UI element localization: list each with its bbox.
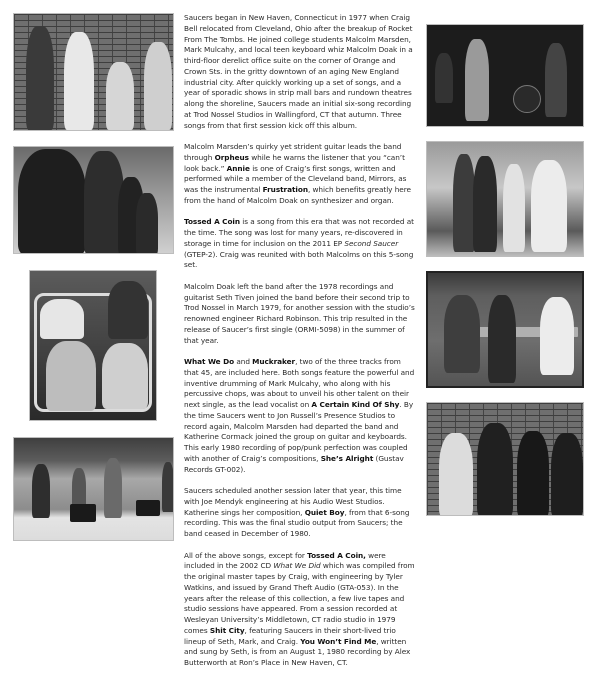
song-title: Annie (226, 163, 250, 173)
band-member-figure (465, 39, 489, 121)
band-member-figure (551, 433, 583, 516)
band-member-figure (144, 42, 172, 130)
text-run: All of the above songs, except for (184, 550, 308, 560)
band-member-figure (531, 160, 567, 252)
band-member-figure (104, 458, 122, 518)
band-member-figure (102, 343, 148, 409)
band-member-figure (444, 295, 480, 373)
band-member-figure (106, 62, 134, 130)
paragraph (184, 217, 416, 271)
text-run: , written and sung by Seth, is from an August 1, 1980 recording by Alex Butterworth at Ron’s Place in New Haven, CT. (184, 636, 411, 667)
song-title: A Certain Kind Of Shy (311, 400, 400, 409)
photo-band-in-car (29, 270, 157, 421)
drum-kit (513, 85, 541, 113)
text-run: is a song from this era that was not recorded at the time. The song was lost for many years, re-discovered in storage in time for inclusion on the 2011 EP (184, 217, 414, 248)
song-title: Tossed A Coin (184, 217, 241, 227)
band-member-figure (46, 341, 96, 411)
band-member-figure (64, 32, 94, 130)
paragraph (184, 551, 416, 669)
paragraph (184, 142, 416, 207)
band-member-figure (108, 281, 148, 339)
band-member-figure (503, 164, 525, 252)
song-title: You Won’t Find Me (300, 636, 377, 646)
text-run: while he warns the listener that you “can’t look back.” (184, 152, 405, 173)
band-member-figure (477, 423, 513, 516)
band-member-figure (435, 53, 453, 103)
text-run: which was compiled from the original master tapes by Craig, with engineering by Tyler Watkins, and issued by Grand Theft Audio (GTA-053). In the years after the release of this collection, a few live tapes and studio sessions have appeared. From a session recorded at Wesleyan University’s Middletown, CT radio studio in 1979 comes (184, 561, 415, 635)
band-member-figure (439, 433, 473, 516)
band-member-figure (26, 26, 54, 130)
text-run: , two of the three tracks from that 45, are included here. Both songs feature the powerful and inventive drumming of Mark Mulcahy, who along with his percussive chops, was about to unveil his other talent on their next single, as the lead vocalist on (184, 357, 415, 409)
text-run: , from that 6-song recording. This was the final studio output from Saucers; the band ceased in December of 1980. (184, 507, 410, 538)
text-run: and (234, 357, 253, 366)
band-member-figure (162, 462, 174, 512)
band-member-figure (545, 43, 567, 117)
band-member-figure (517, 431, 549, 516)
speaker-cabinet (136, 500, 160, 516)
song-title: Quiet Boy (304, 507, 345, 517)
song-title: Orpheus (214, 152, 249, 162)
song-title: She’s Alright (320, 453, 374, 463)
liner-notes-text (184, 13, 416, 680)
speaker-cabinet (70, 504, 96, 522)
text-run: Malcolm Doak left the band after the 1978 recordings and guitarist Seth Tiven joined the band before their second trip to Trod Nossel in March 1979, for another session with the studio’s renowned engineer Richard Robinson. This trip resulted in the release of Saucer’s first single (ORMI-5098) in the summer of that year. (184, 281, 415, 345)
song-title: Shit City (209, 625, 245, 635)
photo-band-outdoor-stage (13, 437, 174, 541)
text-run: , featuring Saucers in their short-lived trio lineup of Seth, Mark, and Craig. (184, 625, 396, 646)
photo-band-close-up (13, 146, 174, 254)
text-run: Saucers scheduled another session later that year, this time with Joe Mendyk engineering at his Audio West Studios. Katherine sings her composition, (184, 486, 402, 517)
text-run: (GTEP-2). Craig was reunited with both Malcolms on this 5-song set. (184, 249, 414, 270)
text-run: Malcolm Marsden’s quirky yet strident guitar leads the band through (184, 142, 402, 162)
text-run: is one of Craig’s first songs, written and performed while a member of the Cleveland band, Mirrors, as was the instrumental (184, 163, 407, 194)
photo-band-brick-wall (13, 13, 174, 131)
text-run: were included in the 2002 CD (184, 550, 386, 571)
band-member-figure (453, 154, 475, 252)
record-title: Second Saucer (344, 238, 399, 248)
song-title: Tossed A Coin, (307, 550, 366, 560)
record-title: What We Did (273, 561, 321, 571)
photo-band-brick-wall-2 (426, 402, 584, 516)
band-member-figure (488, 295, 516, 383)
band-member-figure (32, 464, 50, 518)
band-member-figure (40, 299, 84, 339)
text-run: (Gustav Records GT-002). (184, 453, 404, 474)
band-member-figure (473, 156, 497, 252)
photo-band-storefront (426, 141, 584, 257)
paragraph (184, 282, 416, 347)
song-title: Muckraker (252, 357, 296, 366)
song-title: What We Do (184, 357, 235, 366)
text-run: Saucers began in New Haven, Connecticut in 1977 when Craig Bell relocated from Cleveland, Ohio after the breakup of Rocket From The Tombs. He joined college students Malcolm Marsden, Mark Mulcahy, and local teen keyboard whiz Malcolm Doak in a third-floor derelict office suite on the corner of Orange and Crown Sts. in the gritty downtown of an aging New England industrial city. After quickly working up a set of songs, and a year of sporadic shows in strip mall bars and rundown theatres along the shoreline, Saucers made an initial six-song recording at Trod Nossel Studios in Wallingford, CT that autumn. Three songs from that first session kick off this album. (184, 13, 413, 130)
text-run: . By the time Saucers went to Jon Russell’s Presence Studios to record again, Malcolm Marsden had departed the band and Katherine Cormack joined the group on guitar and keyboards. This early 1980 recording of pop/punk perfection was coupled with another of Craig’s compositions, (184, 400, 414, 463)
text-run: , which benefits greatly here from the hand of Malcolm Doak on synthesizer and organ. (184, 185, 411, 205)
band-member-figure (136, 193, 158, 254)
photo-band-park-bench (426, 271, 584, 388)
paragraph (184, 13, 416, 131)
paragraph (184, 486, 416, 540)
paragraph (184, 357, 416, 475)
song-title: Frustration (262, 185, 308, 194)
band-member-figure (18, 149, 86, 254)
band-member-figure (540, 297, 574, 375)
photo-band-live-stage (426, 24, 584, 127)
